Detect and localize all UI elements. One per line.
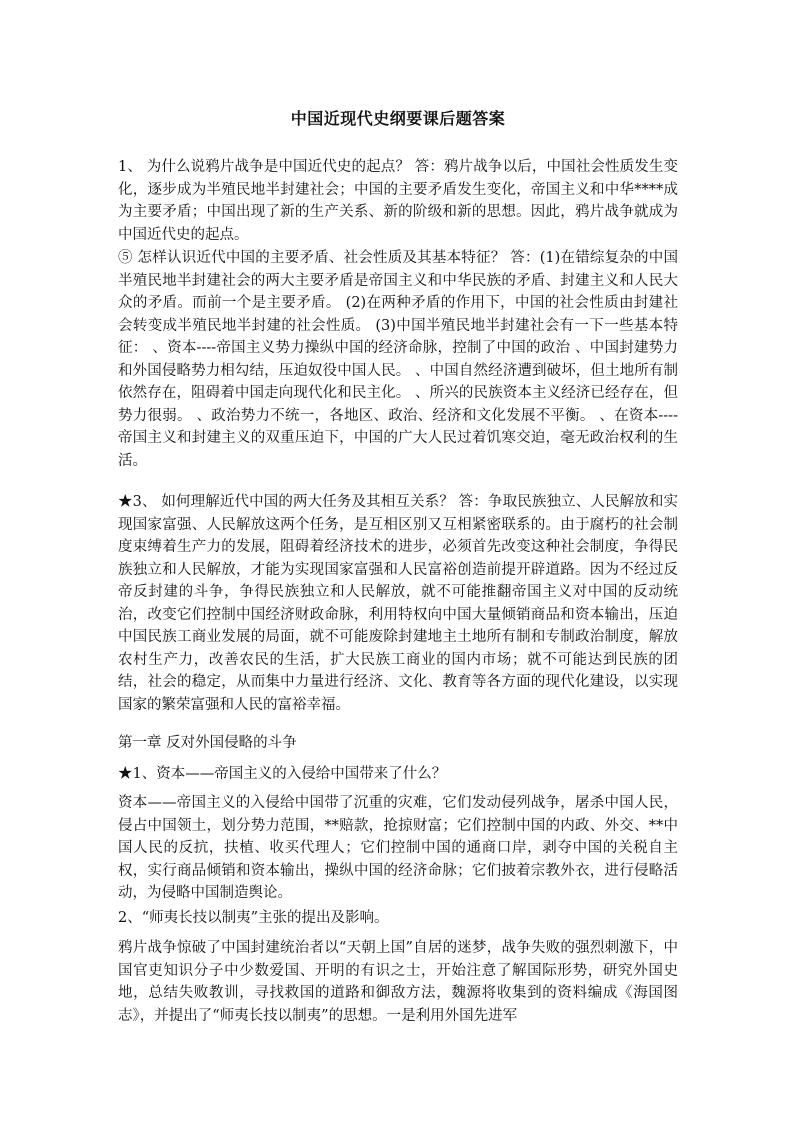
chapter-answer-2: 鸦片战争惊破了中国封建统治者以“天朝上国”自居的迷梦，战争失败的强烈刺激下，中国官吏知识分子中少数爱国、开明的有识之士，开始注意了解国际形势，研究外国史地，总结失败教训，寻找救国的道路和御敌方法，魏源将收集到的资料编成《海国图志》，并提出了“师夷长技以制夷”的思想。一是利用外国先进军 [118, 940, 678, 1024]
chapter-question-1: ★1、资本——帝国主义的入侵给中国带来了什么？ [118, 766, 447, 782]
paragraph-q1-opium-war: 1、 为什么说鸦片战争是中国近代史的起点？ 答：鸦片战争以后，中国社会性质发生变化，逐步成为半殖民地半封建社会；中国的主要矛盾发生变化，帝国主义和中华****成为主要矛盾；中国出现了新的生产关系、新的阶级和新的思想。因此，鸦片战争就成为中国近代史的起点。 [118, 159, 678, 243]
chapter-heading: 第一章 反对外国侵略的斗争 [118, 735, 297, 751]
paragraph-q2-main-contradictions: ⑤ 怎样认识近代中国的主要矛盾、社会性质及其基本特征？ 答：(1)在错综复杂的中国半殖民地半封建社会的两大主要矛盾是帝国主义和中华民族的矛盾、封建主义和人民大众的矛盾。而前一个是主要矛盾。 (2)在两种矛盾的作用下，中国的社会性质由封建社会转变成半殖民地半封建的社会性质。 (3)中国半殖民地半封建社会有一下一些基本特征： 、资本----帝国主义势力操纵中国的经济命脉，控制了中国的政治 、中国封建势力和外国侵略势力相勾结，压迫奴役中国人民。 、中国自然经济遭到破坏，但土地所有制依然存在，阻碍着中国走向现代化和民主化。 、所兴的民族资本主义经济已经存在，但势力很弱。 、政治势力不统一，各地区、政治、经济和文化发展不平衡。 、在资本----帝国主义和封建主义的双重压迫下，中国的广大人民过着饥寒交迫，毫无政治权利的生活。 [118, 250, 678, 469]
document-title: 中国近现代史纲要课后题答案 [290, 109, 506, 128]
paragraph-q3-two-tasks: ★3、 如何理解近代中国的两大任务及其相互关系？ 答：争取民族独立、人民解放和实现国家富强、人民解放这两个任务，是互相区别又互相紧密联系的。由于腐朽的社会制度束缚着生产力的发展，阻碍着经济技术的进步，必须首先改变这种社会制度，争得民族独立和人民解放，才能为实现国家富强和人民富裕创造前提开辟道路。因为不经过反帝反封建的斗争，争得民族独立和人民解放，就不可能推翻帝国主义对中国的反动统治，改变它们控制中国经济财政命脉，利用特权向中国大量倾销商品和资本输出，压迫中国民族工商业发展的局面，就不可能废除封建地主土地所有制和专制政治制度，解放农村生产力，改善农民的生活，扩大民族工商业的国内市场；就不可能达到民族的团结，社会的稳定，从而集中力量进行经济、文化、教育等各方面的现代化建设，以实现国家的繁荣富强和人民的富裕幸福。 [118, 494, 678, 713]
chapter-question-2: 2、“师夷长技以制夷”主张的提出及影响。 [118, 910, 389, 926]
chapter-answer-1: 资本——帝国主义的入侵给中国带了沉重的灾难，它们发动侵列战争，屠杀中国人民，侵占中国领土，划分势力范围，**赔款，抢掠财富；它们控制中国的内政、外交、**中国人民的反抗，扶植、收买代理人；它们控制中国的通商口岸，剥夺中国的关税自主权，实行商品倾销和资本输出，操纵中国的经济命脉；它们披着宗教外衣，进行侵略活动，为侵略中国制造舆论。 [118, 795, 678, 901]
